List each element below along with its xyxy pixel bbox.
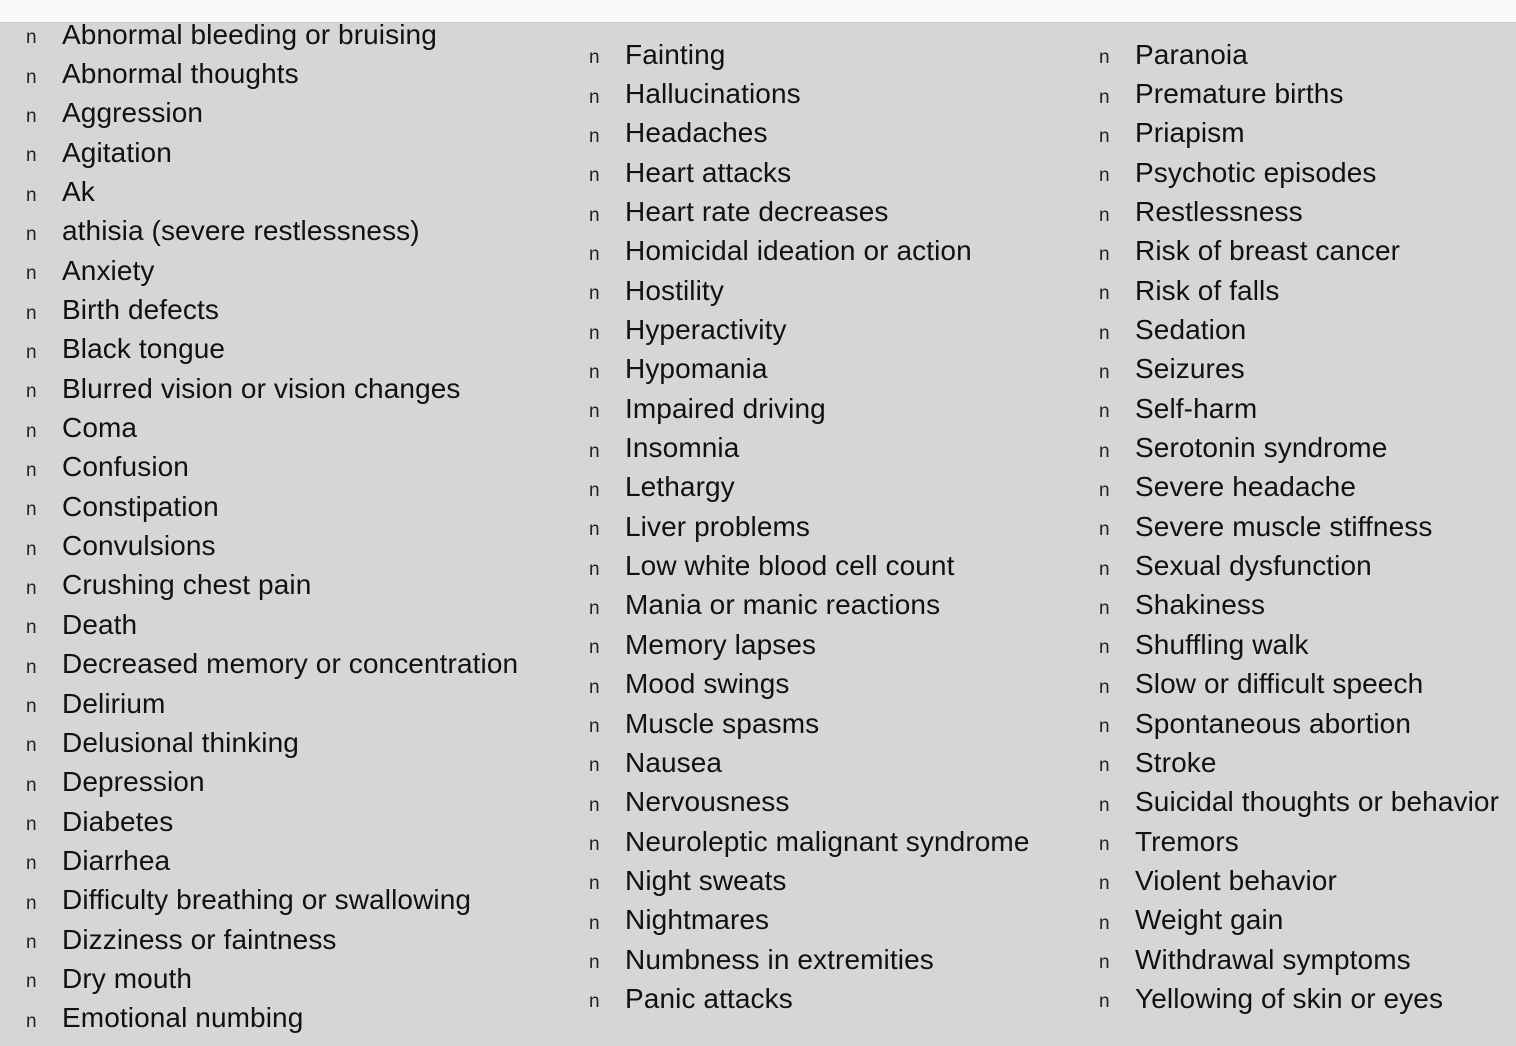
- list-item-label: Neuroleptic malignant syndrome: [625, 825, 1030, 857]
- bullet-icon: n: [1099, 912, 1110, 934]
- list-item: [1099, 940, 1499, 979]
- list-item: [1099, 428, 1499, 467]
- bullet-icon: n: [589, 283, 600, 305]
- list-item: [589, 468, 1030, 507]
- bullet-icon: n: [1099, 558, 1110, 580]
- list-item: [26, 369, 518, 408]
- list-item-label: Low white blood cell count: [625, 550, 955, 582]
- list-item: [589, 74, 1030, 113]
- bullet-icon: n: [1099, 676, 1110, 698]
- list-item-label: Fainting: [625, 38, 726, 70]
- list-item-label: Homicidal ideation or action: [625, 235, 972, 267]
- list-item: [1099, 665, 1499, 704]
- list-item: [26, 723, 518, 762]
- bullet-icon: n: [589, 47, 600, 69]
- bullet-icon: n: [26, 656, 37, 678]
- list-item: [26, 408, 518, 447]
- list-item-label: Ak: [62, 176, 95, 208]
- list-item-label: Blurred vision or vision changes: [62, 372, 461, 404]
- list-item-label: Tremors: [1135, 825, 1239, 857]
- bullet-icon: n: [589, 755, 600, 777]
- list-item: [589, 507, 1030, 546]
- bullet-icon: n: [26, 341, 37, 363]
- list-item-label: Panic attacks: [625, 982, 793, 1014]
- list-item: [1099, 625, 1499, 664]
- list-item: [589, 783, 1030, 822]
- bullet-icon: n: [589, 165, 600, 187]
- list-item: [589, 428, 1030, 467]
- list-item: [1099, 468, 1499, 507]
- bullet-icon: n: [26, 774, 37, 796]
- list-item: [1099, 74, 1499, 113]
- list-item: [589, 625, 1030, 664]
- bullet-icon: n: [26, 932, 37, 954]
- list-item-label: Crushing chest pain: [62, 569, 312, 601]
- list-item: [1099, 192, 1499, 231]
- list-item-label: Severe headache: [1135, 471, 1357, 503]
- bullet-icon: n: [589, 676, 600, 698]
- bullet-icon: n: [589, 991, 600, 1013]
- bullet-icon: n: [1099, 401, 1110, 423]
- bullet-icon: n: [26, 27, 37, 49]
- list-item-label: Risk of breast cancer: [1135, 235, 1401, 267]
- bullet-icon: n: [26, 302, 37, 324]
- bullet-icon: n: [589, 597, 600, 619]
- list-item: [1099, 546, 1499, 585]
- list-item-label: Night sweats: [625, 864, 787, 896]
- list-item: [589, 271, 1030, 310]
- list-item: [26, 684, 518, 723]
- list-item-label: Paranoia: [1135, 38, 1248, 70]
- list-item: [589, 546, 1030, 585]
- bullet-icon: n: [1099, 597, 1110, 619]
- list-item-label: Diabetes: [62, 805, 174, 837]
- bullet-icon: n: [589, 440, 600, 462]
- side-effects-column-2: [589, 35, 1030, 1019]
- list-item: [589, 35, 1030, 74]
- bullet-icon: n: [1099, 519, 1110, 541]
- list-item: [26, 330, 518, 369]
- list-item: [1099, 310, 1499, 349]
- list-item: [26, 212, 518, 251]
- list-item-label: Dizziness or faintness: [62, 923, 337, 955]
- list-item-label: Constipation: [62, 490, 219, 522]
- list-item: [589, 901, 1030, 940]
- list-item-label: Headaches: [625, 117, 768, 149]
- bullet-icon: n: [26, 499, 37, 521]
- bullet-icon: n: [26, 145, 37, 167]
- list-item: [1099, 861, 1499, 900]
- list-item-label: Abnormal bleeding or bruising: [62, 18, 437, 50]
- bullet-icon: n: [26, 971, 37, 993]
- bullet-icon: n: [26, 617, 37, 639]
- list-item-label: Yellowing of skin or eyes: [1135, 982, 1444, 1014]
- list-item: [26, 54, 518, 93]
- list-item-label: Violent behavior: [1135, 864, 1337, 896]
- list-item: [589, 310, 1030, 349]
- bullet-icon: n: [1099, 47, 1110, 69]
- list-item: [26, 645, 518, 684]
- list-item-label: Agitation: [62, 136, 172, 168]
- bullet-icon: n: [26, 381, 37, 403]
- bullet-icon: n: [1099, 125, 1110, 147]
- bullet-icon: n: [26, 223, 37, 245]
- bullet-icon: n: [26, 459, 37, 481]
- bullet-icon: n: [26, 184, 37, 206]
- bullet-icon: n: [589, 401, 600, 423]
- list-item: [1099, 783, 1499, 822]
- list-item-label: Severe muscle stiffness: [1135, 510, 1433, 542]
- list-item: [1099, 389, 1499, 428]
- list-item: [1099, 271, 1499, 310]
- bullet-icon: n: [1099, 834, 1110, 856]
- list-item: [26, 959, 518, 998]
- list-item: [1099, 350, 1499, 389]
- list-item-label: Diarrhea: [62, 844, 171, 876]
- list-item-label: Priapism: [1135, 117, 1245, 149]
- bullet-icon: n: [26, 420, 37, 442]
- list-item: [1099, 901, 1499, 940]
- list-item: [1099, 35, 1499, 74]
- list-item-label: Aggression: [62, 97, 204, 129]
- list-item: [26, 94, 518, 133]
- bullet-icon: n: [1099, 322, 1110, 344]
- list-item-label: Nausea: [625, 746, 723, 778]
- list-item-label: Suicidal thoughts or behavior: [1135, 786, 1500, 818]
- list-item-label: Delusional thinking: [62, 726, 299, 758]
- list-item: [1099, 743, 1499, 782]
- list-item-label: Muscle spasms: [625, 707, 820, 739]
- bullet-icon: n: [1099, 794, 1110, 816]
- list-item-label: Abnormal thoughts: [62, 58, 299, 90]
- list-item: [26, 15, 518, 54]
- bullet-icon: n: [26, 263, 37, 285]
- list-item-label: Serotonin syndrome: [1135, 432, 1388, 464]
- side-effects-column-3: [1099, 35, 1499, 1019]
- list-item: [26, 290, 518, 329]
- bullet-icon: n: [1099, 86, 1110, 108]
- list-item: [26, 802, 518, 841]
- bullet-icon: n: [589, 322, 600, 344]
- list-item-label: Convulsions: [62, 530, 216, 562]
- bullet-icon: n: [26, 66, 37, 88]
- bullet-icon: n: [26, 696, 37, 718]
- list-item-label: Hyperactivity: [625, 314, 787, 346]
- list-item: [26, 566, 518, 605]
- list-item-label: Restlessness: [1135, 196, 1303, 228]
- list-item: [26, 920, 518, 959]
- list-item-label: Heart attacks: [625, 156, 792, 188]
- list-item-label: Premature births: [1135, 78, 1344, 110]
- list-item-label: Birth defects: [62, 294, 219, 326]
- bullet-icon: n: [1099, 637, 1110, 659]
- bullet-icon: n: [26, 892, 37, 914]
- list-item: [589, 940, 1030, 979]
- list-item: [26, 251, 518, 290]
- list-item-label: Stroke: [1135, 746, 1217, 778]
- list-item: [589, 350, 1030, 389]
- list-item-label: Delirium: [62, 687, 166, 719]
- bullet-icon: n: [1099, 243, 1110, 265]
- bullet-icon: n: [589, 243, 600, 265]
- list-item: [26, 526, 518, 565]
- bullet-icon: n: [1099, 991, 1110, 1013]
- list-item: [589, 979, 1030, 1018]
- list-item: [589, 743, 1030, 782]
- side-effects-column-1: [26, 15, 518, 1038]
- bullet-icon: n: [1099, 204, 1110, 226]
- list-item-label: Liver problems: [625, 510, 811, 542]
- list-item: [589, 232, 1030, 271]
- bullet-icon: n: [1099, 361, 1110, 383]
- bullet-icon: n: [1099, 165, 1110, 187]
- bullet-icon: n: [26, 105, 37, 127]
- list-item: [589, 114, 1030, 153]
- list-item-label: Dry mouth: [62, 962, 193, 994]
- list-item: [1099, 704, 1499, 743]
- bullet-icon: n: [589, 794, 600, 816]
- bullet-icon: n: [1099, 755, 1110, 777]
- list-item-label: Depression: [62, 766, 205, 798]
- bullet-icon: n: [1099, 440, 1110, 462]
- list-item-label: Weight gain: [1135, 904, 1284, 936]
- list-item-label: Hallucinations: [625, 78, 801, 110]
- list-item: [1099, 114, 1499, 153]
- list-item: [26, 881, 518, 920]
- list-item: [589, 586, 1030, 625]
- list-item: [1099, 586, 1499, 625]
- bullet-icon: n: [589, 361, 600, 383]
- list-item-label: Seizures: [1135, 353, 1245, 385]
- bullet-icon: n: [1099, 716, 1110, 738]
- list-item: [26, 763, 518, 802]
- bullet-icon: n: [589, 716, 600, 738]
- bullet-icon: n: [1099, 479, 1110, 501]
- bullet-icon: n: [589, 125, 600, 147]
- list-item-label: Confusion: [62, 451, 189, 483]
- list-item: [589, 704, 1030, 743]
- list-item-label: athisia (severe restlessness): [62, 215, 420, 247]
- list-item-label: Insomnia: [625, 432, 740, 464]
- list-item-label: Decreased memory or concentration: [62, 648, 519, 680]
- list-item-label: Nightmares: [625, 904, 770, 936]
- list-item-label: Psychotic episodes: [1135, 156, 1377, 188]
- list-item: [589, 153, 1030, 192]
- list-item-label: Withdrawal symptoms: [1135, 943, 1411, 975]
- list-item-label: Risk of falls: [1135, 274, 1280, 306]
- list-item: [589, 192, 1030, 231]
- bullet-icon: n: [589, 86, 600, 108]
- list-item: [26, 605, 518, 644]
- list-item: [26, 487, 518, 526]
- list-item-label: Difficulty breathing or swallowing: [62, 884, 472, 916]
- list-item-label: Numbness in extremities: [625, 943, 934, 975]
- bullet-icon: n: [26, 577, 37, 599]
- bullet-icon: n: [589, 952, 600, 974]
- list-item-label: Shakiness: [1135, 589, 1266, 621]
- list-item-label: Spontaneous abortion: [1135, 707, 1411, 739]
- list-item-label: Anxiety: [62, 254, 155, 286]
- list-item: [1099, 979, 1499, 1018]
- list-item-label: Mania or manic reactions: [625, 589, 941, 621]
- bullet-icon: n: [1099, 283, 1110, 305]
- list-item: [589, 822, 1030, 861]
- list-item-label: Mood swings: [625, 668, 790, 700]
- list-item-label: Sedation: [1135, 314, 1247, 346]
- bullet-icon: n: [589, 558, 600, 580]
- bullet-icon: n: [1099, 873, 1110, 895]
- list-item-label: Lethargy: [625, 471, 735, 503]
- bullet-icon: n: [589, 834, 600, 856]
- list-item: [589, 665, 1030, 704]
- list-item-label: Memory lapses: [625, 628, 817, 660]
- list-item: [26, 999, 518, 1038]
- list-item: [26, 133, 518, 172]
- list-item: [589, 861, 1030, 900]
- list-item-label: Impaired driving: [625, 392, 826, 424]
- list-item-label: Shuffling walk: [1135, 628, 1309, 660]
- bullet-icon: n: [589, 873, 600, 895]
- list-item: [1099, 153, 1499, 192]
- list-item-label: Black tongue: [62, 333, 226, 365]
- bullet-icon: n: [26, 735, 37, 757]
- list-item: [589, 389, 1030, 428]
- list-item-label: Self-harm: [1135, 392, 1258, 424]
- list-item-label: Coma: [62, 412, 138, 444]
- bullet-icon: n: [589, 479, 600, 501]
- bullet-icon: n: [589, 912, 600, 934]
- bullet-icon: n: [26, 814, 37, 836]
- list-item: [1099, 507, 1499, 546]
- list-item: [1099, 232, 1499, 271]
- bullet-icon: n: [589, 204, 600, 226]
- list-item: [1099, 822, 1499, 861]
- list-item-label: Emotional numbing: [62, 1002, 304, 1034]
- bullet-icon: n: [26, 538, 37, 560]
- list-item-label: Nervousness: [625, 786, 790, 818]
- list-item-label: Death: [62, 608, 138, 640]
- bullet-icon: n: [26, 1010, 37, 1032]
- bullet-icon: n: [589, 637, 600, 659]
- bullet-icon: n: [1099, 952, 1110, 974]
- list-item-label: Sexual dysfunction: [1135, 550, 1372, 582]
- list-item-label: Hostility: [625, 274, 724, 306]
- list-item: [26, 448, 518, 487]
- list-item: [26, 841, 518, 880]
- list-item-label: Hypomania: [625, 353, 768, 385]
- list-item: [26, 172, 518, 211]
- bullet-icon: n: [26, 853, 37, 875]
- bullet-icon: n: [589, 519, 600, 541]
- list-item-label: Slow or difficult speech: [1135, 668, 1424, 700]
- list-item-label: Heart rate decreases: [625, 196, 889, 228]
